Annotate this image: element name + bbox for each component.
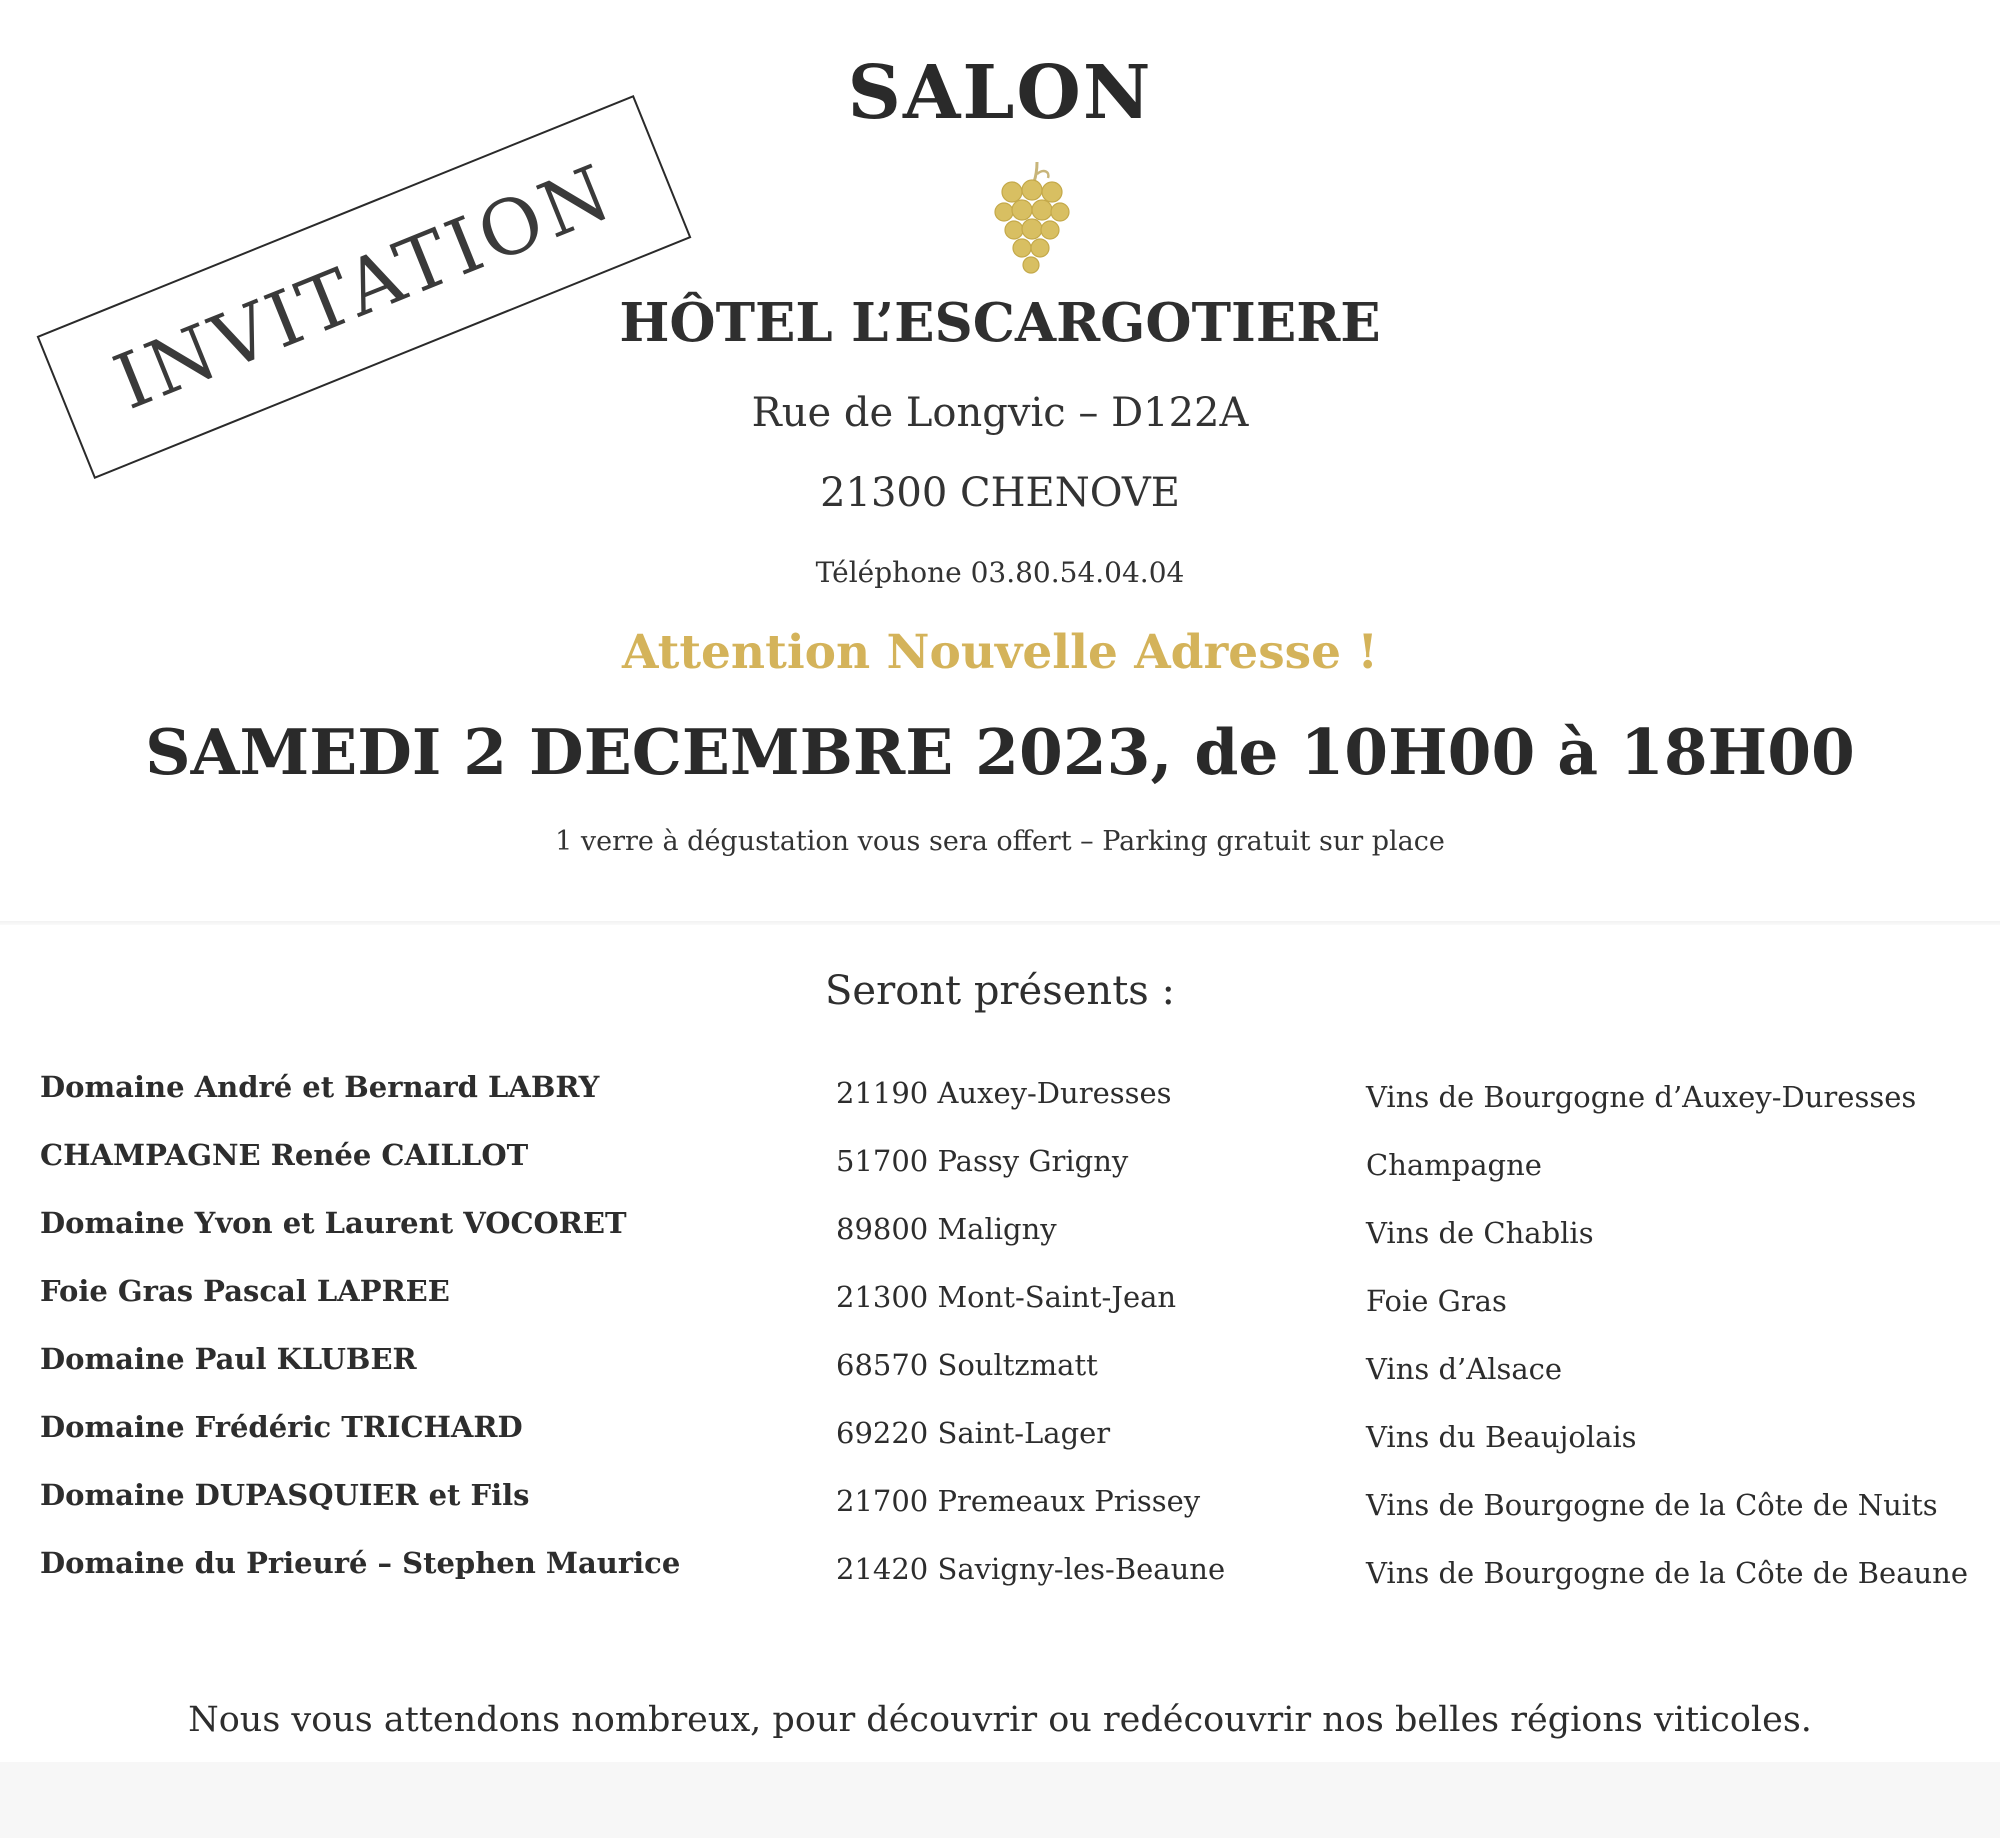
venue-name: HÔTEL L’ESCARGOTIERE [619,292,1381,354]
event-offer: 1 verre à dégustation vous sera offert – Parking gratuit sur place [555,826,1445,857]
exhibitor-category: Vins du Beaujolais [1366,1420,1637,1454]
page-title: SALON [847,50,1153,136]
exhibitor-category: Foie Gras [1366,1284,1507,1318]
exhibitor-name: CHAMPAGNE Renée CAILLOT [40,1138,529,1172]
exhibitor-category: Vins d’Alsace [1366,1352,1563,1386]
exhibitor-row [0,1410,2000,1478]
exhibitor-place: 69220 Saint-Lager [836,1416,1111,1450]
exhibitor-row [0,1546,2000,1614]
exhibitor-name: Domaine André et Bernard LABRY [40,1070,600,1104]
exhibitor-category: Vins de Bourgogne de la Côte de Nuits [1366,1488,1938,1522]
exhibitor-row [0,1070,2000,1138]
exhibitors-heading: Seront présents : [825,968,1175,1014]
exhibitor-name: Domaine DUPASQUIER et Fils [40,1478,530,1512]
exhibitor-name: Foie Gras Pascal LAPREE [40,1274,450,1308]
venue-street: Rue de Longvic – D122A [751,390,1249,436]
exhibitor-name: Domaine Yvon et Laurent VOCORET [40,1206,627,1240]
exhibitor-category: Vins de Bourgogne d’Auxey-Duresses [1366,1080,1917,1114]
exhibitor-place: 21190 Auxey-Duresses [836,1076,1172,1110]
venue-city: 21300 CHENOVE [820,470,1180,516]
exhibitor-place: 68570 Soultzmatt [836,1348,1098,1382]
exhibitor-row [0,1478,2000,1546]
exhibitor-place: 21300 Mont-Saint-Jean [836,1280,1177,1314]
exhibitor-place: 51700 Passy Grigny [836,1144,1129,1178]
venue-phone: Téléphone 03.80.54.04.04 [815,556,1185,589]
stamp-text: INVITATION [102,146,626,427]
exhibitor-row [0,1274,2000,1342]
grape-cluster-icon [990,160,1080,275]
closing-message: Nous vous attendons nombreux, pour découvrir ou redécouvrir nos belles régions viticoles. [188,1700,1812,1740]
exhibitor-row [0,1342,2000,1410]
exhibitor-place: 89800 Maligny [836,1212,1057,1246]
exhibitor-name: Domaine Frédéric TRICHARD [40,1410,523,1444]
exhibitor-row [0,1138,2000,1206]
exhibitor-category: Champagne [1366,1148,1542,1182]
new-address-notice: Attention Nouvelle Adresse ! [621,625,1379,680]
page-bottom-edge [0,1762,2000,1838]
exhibitor-category: Vins de Chablis [1366,1216,1594,1250]
exhibitor-name: Domaine Paul KLUBER [40,1342,417,1376]
exhibitor-row [0,1206,2000,1274]
exhibitor-category: Vins de Bourgogne de la Côte de Beaune [1366,1556,1969,1590]
exhibitor-place: 21420 Savigny-les-Beaune [836,1552,1226,1586]
exhibitor-name: Domaine du Prieuré – Stephen Maurice [40,1546,681,1580]
event-date-time: SAMEDI 2 DECEMBRE 2023, de 10H00 à 18H00 [145,715,1855,789]
exhibitor-place: 21700 Premeaux Prissey [836,1484,1201,1518]
